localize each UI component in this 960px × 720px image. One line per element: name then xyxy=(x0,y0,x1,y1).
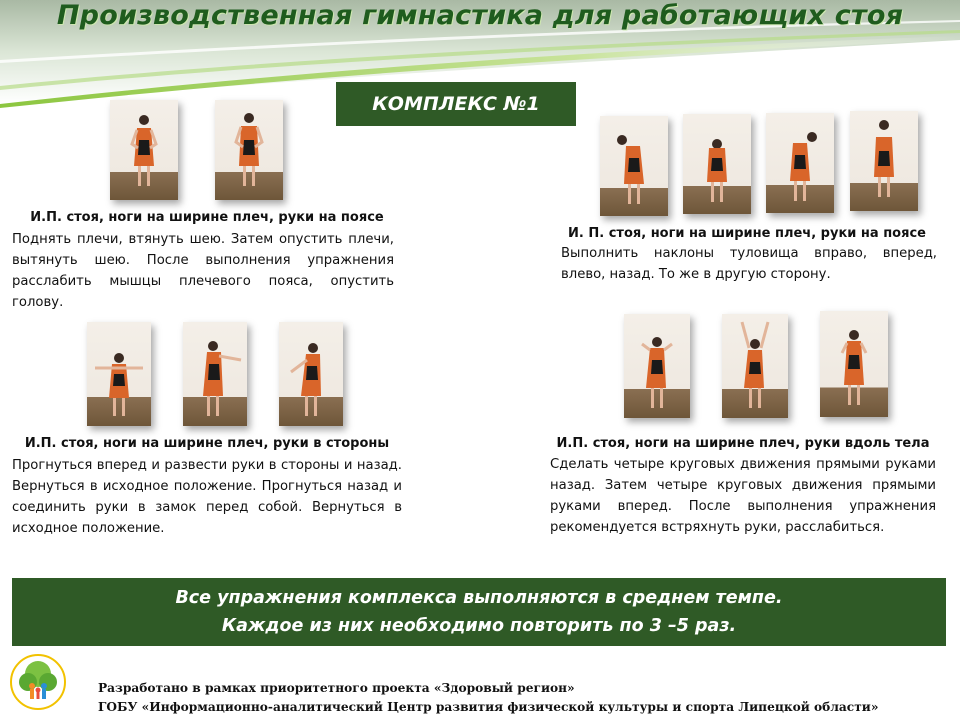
figure-icon xyxy=(790,132,817,201)
complex-label: КОМПЛЕКС №1 xyxy=(372,93,540,115)
exercise-4-photo-1 xyxy=(624,314,690,418)
summary-box xyxy=(12,578,946,646)
page-title: Производственная гимнастика для работающих стоя xyxy=(56,0,904,31)
figure-icon xyxy=(707,139,727,202)
exercise-3-heading: И.П. стоя, ноги на ширине плеч, руки в стороны xyxy=(24,436,390,451)
exercise-1-photo-2 xyxy=(215,100,283,200)
exercise-4-photo-2 xyxy=(722,314,788,418)
exercise-2-photo-2 xyxy=(683,114,751,214)
figure-icon xyxy=(617,135,644,204)
exercise-3-text: Прогнуться вперед и развести руки в стороны и назад. Вернуться в исходное положение. Прогнуться назад и соединить руки в замок перед собой. Вернуться в исходное положение. xyxy=(12,458,402,536)
healthy-region-logo xyxy=(6,652,70,716)
exercise-2-text: Выполнить наклоны туловища вправо, вперед, влево, назад. То же в другую сторону. xyxy=(561,246,937,282)
figure-icon xyxy=(236,113,262,186)
exercise-3-photo-3 xyxy=(279,322,343,426)
exercise-4-photo-3 xyxy=(820,311,888,417)
footer-line-2: ГОБУ «Информационно-аналитический Центр развития физической культуры и спорта Липецкой области» xyxy=(98,700,879,714)
figure-icon xyxy=(95,353,143,416)
exercise-2-heading: И. П. стоя, ноги на ширине плеч, руки на поясе xyxy=(568,226,926,241)
figure-icon xyxy=(132,115,156,186)
exercise-4-heading: И.П. стоя, ноги на ширине плеч, руки вдоль тела xyxy=(556,436,930,451)
exercise-2-photo-1 xyxy=(600,116,668,216)
summary-line-2: Каждое из них необходимо повторить по 3 –5 раз. xyxy=(221,616,737,636)
figure-icon xyxy=(291,343,321,416)
summary-line-1: Все упражнения комплекса выполняются в среднем темпе. xyxy=(175,588,783,608)
figure-icon xyxy=(742,322,768,408)
figure-icon xyxy=(874,120,894,197)
exercise-1-photo-1 xyxy=(110,100,178,200)
exercise-2-photo-3 xyxy=(766,113,834,213)
footer xyxy=(98,679,958,717)
exercise-1-text: Поднять плечи, втянуть шею. Затем опустить плечи, вытянуть шею. После выполнения упражнения расслабить мышцы плечевого пояса, опустить голову. xyxy=(12,232,394,310)
footer-line-1: Разработано в рамках приоритетного проекта «Здоровый регион» xyxy=(98,681,575,695)
figure-icon xyxy=(642,337,672,408)
exercise-1-heading: И.П. стоя, ноги на ширине плеч, руки на поясе xyxy=(30,210,384,225)
figure-icon xyxy=(203,341,241,416)
figure-icon xyxy=(842,330,866,405)
exercise-2-photo-4 xyxy=(850,111,918,211)
complex-label-box xyxy=(336,82,576,126)
exercise-3-photo-2 xyxy=(183,322,247,426)
exercise-4-text: Сделать четыре круговых движения прямыми руками назад. Затем четыре круговых движения прямыми руками вперед. После выполнения упражнения рекомендуется встряхнуть руки, расслабиться. xyxy=(550,457,936,535)
exercise-3-photo-1 xyxy=(87,322,151,426)
